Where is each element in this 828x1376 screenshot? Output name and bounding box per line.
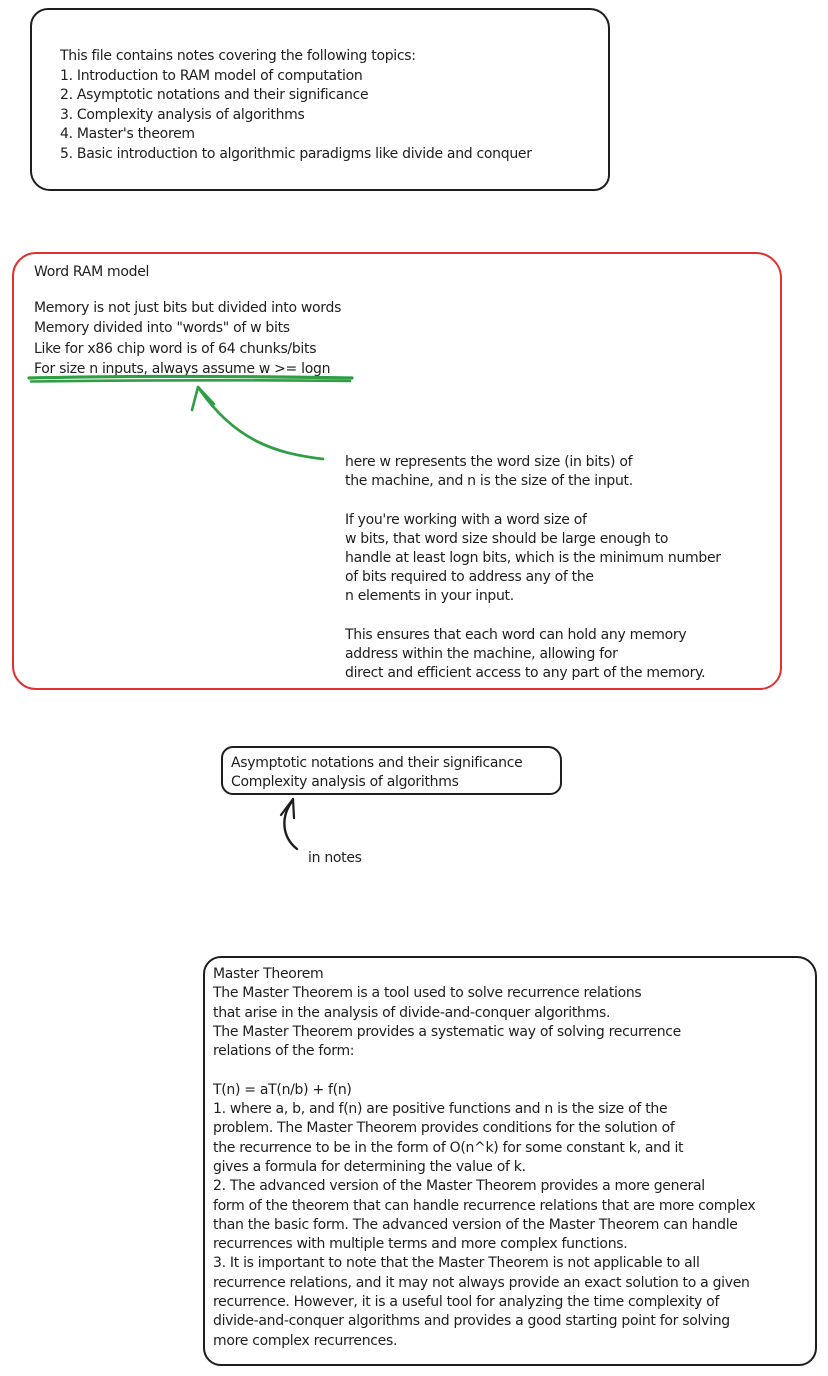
topics-box — [30, 8, 610, 191]
text-line: problem. The Master Theorem provides conditions for the solution of — [213, 1120, 675, 1137]
text-line — [345, 607, 721, 626]
word-ram-title: Word RAM model — [34, 264, 150, 280]
text-line: divide-and-conquer algorithms and provides a good starting point for solving — [213, 1313, 730, 1330]
word-ram-lines — [34, 298, 341, 380]
text-line: For size n inputs, always assume w >= logn — [34, 361, 331, 378]
in-notes-arrow — [281, 799, 297, 849]
text-line: that arise in the analysis of divide-and-conquer algorithms. — [213, 1004, 611, 1021]
text-line: the machine, and n is the size of the input. — [345, 473, 633, 490]
in-notes-label: in notes — [308, 850, 362, 866]
text-line: 2. The advanced version of the Master Theorem provides a more general — [213, 1178, 705, 1195]
text-line: of bits required to address any of the — [345, 569, 594, 586]
master-theorem-text — [213, 965, 755, 1351]
text-line: Memory is not just bits but divided into words — [34, 300, 342, 316]
text-line: If you're working with a word size of — [345, 511, 587, 528]
text-line: 4. Master's theorem — [60, 126, 195, 142]
text-line: The Master Theorem provides a systematic way of solving recurrence — [213, 1023, 681, 1040]
word-size-annotation — [345, 453, 721, 683]
text-line: recurrence relations, and it may not always provide an exact solution to a given — [213, 1274, 750, 1291]
text-line: This ensures that each word can hold any memory — [345, 626, 687, 643]
word-ram-box — [12, 252, 782, 690]
text-line: w bits, that word size should be large enough to — [345, 530, 669, 547]
text-line: form of the theorem that can handle recurrence relations that are more complex — [213, 1197, 756, 1214]
topics-text — [60, 47, 532, 164]
text-line: more complex recurrences. — [213, 1332, 398, 1349]
notes-ref-box — [221, 746, 562, 795]
text-line: here w represents the word size (in bits) of — [345, 454, 633, 470]
text-line: handle at least logn bits, which is the minimum number — [345, 550, 721, 566]
text-line: 1. where a, b, and f(n) are positive functions and n is the size of the — [213, 1101, 668, 1118]
text-line: the recurrence to be in the form of O(n^k) for some constant k, and it — [213, 1139, 684, 1156]
master-theorem-box — [203, 956, 817, 1366]
text-line: Asymptotic notations and their significance — [231, 755, 523, 771]
text-line: recurrence. However, it is a useful tool for analyzing the time complexity of — [213, 1294, 720, 1311]
text-line: T(n) = aT(n/b) + f(n) — [213, 1081, 352, 1098]
text-line: 1. Introduction to RAM model of computation — [60, 67, 363, 84]
text-line: Master Theorem — [213, 966, 324, 982]
text-line: than the basic form. The advanced version of the Master Theorem can handle — [213, 1216, 738, 1233]
text-line: 3. Complexity analysis of algorithms — [60, 106, 305, 123]
text-line — [345, 491, 721, 510]
text-line: gives a formula for determining the value of k. — [213, 1158, 526, 1175]
text-line: address within the machine, allowing for — [345, 646, 618, 662]
text-line: This file contains notes covering the following topics: — [60, 48, 416, 64]
text-line: Memory divided into "words" of w bits — [34, 320, 290, 337]
text-line: Like for x86 chip word is of 64 chunks/bits — [34, 340, 317, 357]
text-line: 3. It is important to note that the Master Theorem is not applicable to all — [213, 1255, 700, 1272]
text-line: Complexity analysis of algorithms — [231, 774, 459, 790]
text-line: n elements in your input. — [345, 588, 514, 605]
text-line: 5. Basic introduction to algorithmic paradigms like divide and conquer — [60, 145, 532, 162]
text-line: 2. Asymptotic notations and their significance — [60, 87, 369, 103]
text-line — [213, 1061, 755, 1080]
notes-ref-text — [231, 754, 522, 792]
text-line: recurrences with multiple terms and more complex functions. — [213, 1236, 628, 1253]
text-line: The Master Theorem is a tool used to solve recurrence relations — [213, 985, 642, 1002]
text-line: relations of the form: — [213, 1043, 355, 1060]
text-line: direct and efficient access to any part of the memory. — [345, 665, 706, 682]
